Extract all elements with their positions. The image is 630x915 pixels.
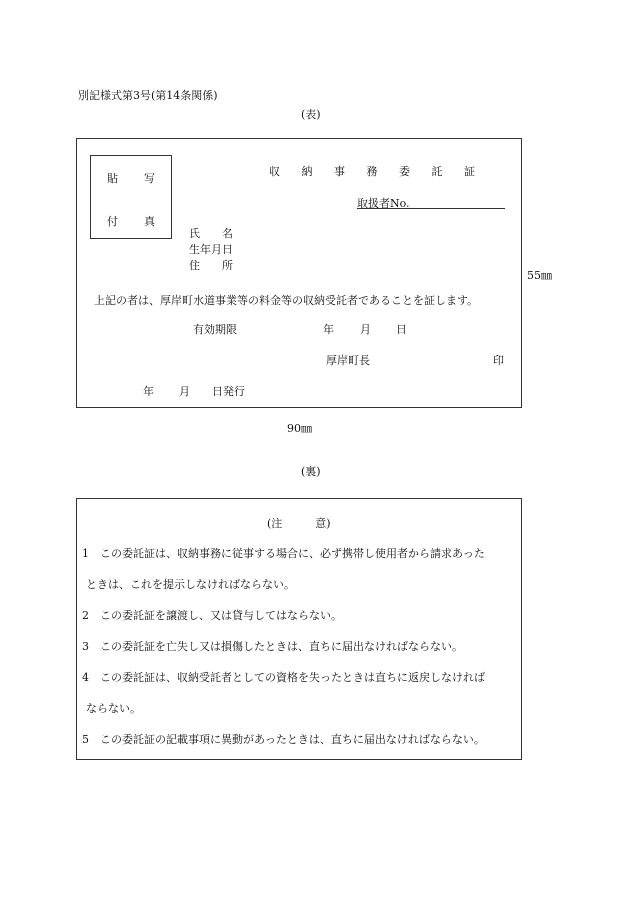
form-number: 別記様式第3号(第14条関係) (78, 89, 218, 102)
card-title: 収 納 事 務 委 託 証 (269, 165, 484, 178)
validity-day: 日 (396, 323, 407, 336)
birthdate-field-label: 生年月日 (189, 243, 233, 256)
photo-area (90, 155, 172, 239)
note-line-7: 5 この委託証の記載事項に異動があったときは、直ちに届出なければならない。 (82, 733, 485, 746)
back-side-label: (裏) (301, 465, 321, 478)
issue-year: 年 (143, 385, 154, 398)
notice-title: (注 意) (267, 517, 331, 530)
note-line-3: 2 この委託証を譲渡し、又は貸与してはならない。 (82, 609, 342, 622)
mayor-title: 厚岸町長 (326, 354, 370, 367)
note-line-1: 1 この委託証は、収納事務に従事する場合に、必ず携帯し使用者から請求あった (82, 547, 485, 560)
issue-month: 月 (179, 385, 190, 398)
note-line-2: ときは、これを提示しなければならない。 (86, 578, 295, 591)
note-line-6: ならない。 (86, 702, 141, 715)
card-height-dimension: 55㎜ (527, 269, 552, 282)
card-width-dimension: 90㎜ (287, 422, 312, 435)
name-field-label: 氏 名 (189, 227, 233, 240)
photo-char-1: 貼 (107, 172, 118, 185)
front-card (76, 138, 522, 408)
front-side-label: (表) (301, 108, 321, 121)
note-line-5: 4 この委託証は、収納受託者としての資格を失ったときは直ちに返戻しなければ (82, 671, 485, 684)
address-field-label: 住 所 (189, 259, 233, 272)
certification-text: 上記の者は、厚岸町水道事業等の料金等の収納受託者であることを証します。 (94, 294, 479, 307)
handler-number-line (357, 208, 505, 209)
seal-mark: 印 (493, 354, 504, 367)
issue-day: 日発行 (212, 385, 245, 398)
photo-char-4: 真 (144, 215, 155, 228)
validity-label: 有効期限 (193, 323, 237, 336)
photo-char-3: 付 (107, 215, 118, 228)
validity-month: 月 (360, 323, 371, 336)
handler-number-label: 取扱者No. (357, 197, 410, 210)
photo-char-2: 写 (144, 172, 155, 185)
validity-year: 年 (323, 323, 334, 336)
back-card (76, 498, 522, 760)
note-line-4: 3 この委託証を亡失し又は損傷したときは、直ちに届出なければならない。 (82, 640, 463, 653)
